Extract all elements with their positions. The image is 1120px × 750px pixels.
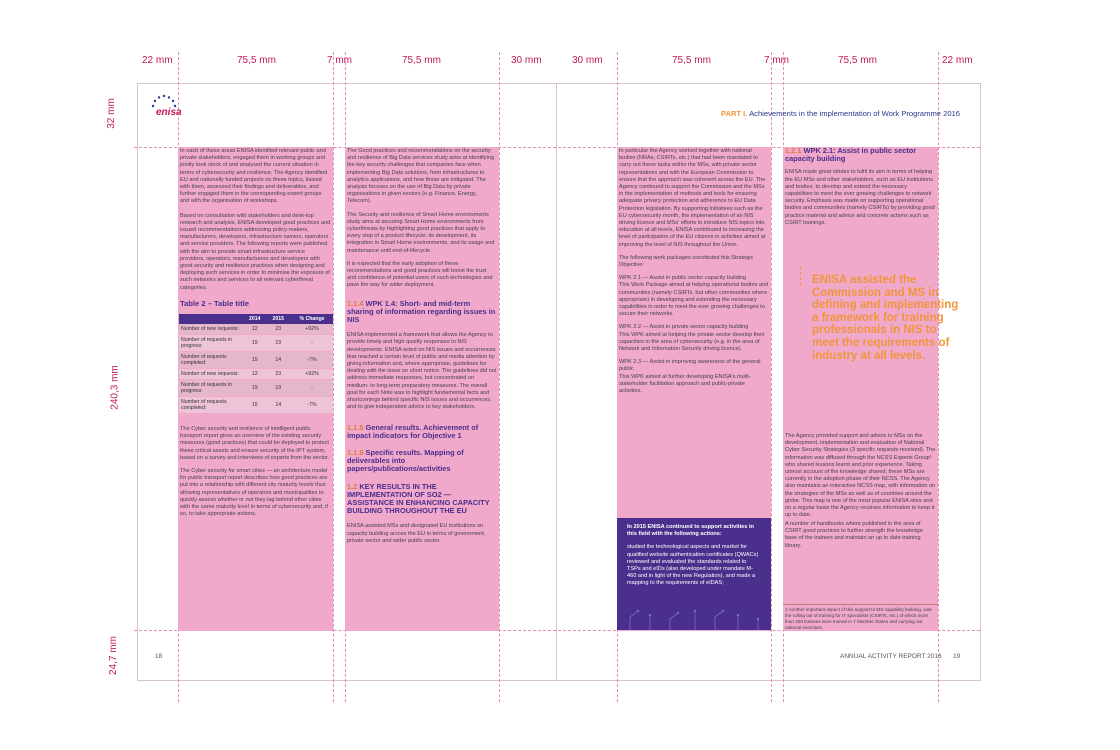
circuit-decoration	[620, 605, 770, 630]
col2-heading-4	[345, 483, 499, 516]
col2-para3: It is expected that the early adoption of these recommendations and good practices will boost the trust and confidence of potential users of such technologies and pave the way for wider deployment.	[347, 260, 493, 289]
table-cell: Number of new requests:	[179, 369, 243, 380]
table-row	[179, 335, 333, 352]
table-cell: Number of new requests:	[179, 324, 243, 335]
col2-heading-3	[345, 449, 499, 474]
table-cell: 15	[243, 352, 267, 369]
dim-top-8: 7 mm	[764, 55, 789, 66]
col3-para1: In particular the Agency worked together with national bodies (NRAs, CSIRTs, etc.) that had been mandated to carry out these tasks within the MSs, with private sector representatives and with the European Commission to ensure that the approach was coherent across the EU. The Agency continued to support the Commission and the MSs in the implementation of methods and tools for ensuring adequate privacy protection and adherence to EU Data Protection legislation. By supporting initiatives such as the EU cybersecurity month, the implementation of an NIS driving licence and MSs' efforts to introduce NIS topics into education at all levels, ENISA contributed to increasing the level of participation of the EU citizens in activities aimed at improving the level of NIS throughout the Union.	[619, 148, 766, 248]
table-cell: 19	[243, 380, 267, 397]
table-row	[179, 369, 333, 380]
heading-number: 1.1.5	[347, 422, 364, 432]
table-cell: -	[290, 380, 333, 397]
table-cell: 12	[243, 324, 267, 335]
table-cell: +92%	[290, 369, 333, 380]
table-cell: Number of requests in progress:	[179, 380, 243, 397]
heading-text: WPK 2.1: Assist in public sector capacity building	[785, 147, 917, 164]
table-row	[179, 352, 333, 369]
dim-top-4: 75,5 mm	[402, 55, 441, 66]
heading-text: General results. Achievement of impact indicators for Objective 1	[347, 422, 479, 440]
col2-para1: The Good practices and recommendations on the security and resilience of Big Data services study aims at identifying the key security challenges that companies face when implementing Big Data solutions, from infrastructures to analytics applications, and how those are mitigated. The analysis focuses on the use of Big Data by private organisations in given sectors (e.g. Finance, Energy, Telecom).	[347, 148, 495, 205]
pull-quote: ENISA assisted the Commission and MS in defining and implementing a framework for training professionals in NIS to meet the requirements of industry at all levels.	[812, 274, 959, 362]
table-cell: 19	[267, 380, 291, 397]
dim-top-2: 75,5 mm	[237, 55, 276, 66]
table-title: Table 2 – Table title	[180, 298, 249, 308]
table-header-cell	[179, 314, 243, 324]
table-cell: 12	[243, 369, 267, 380]
col2-para5: ENISA assisted MSs and designated EU institutions on capacity building across the EU in terms of government, private sector and wider public sector.	[347, 523, 486, 544]
col2-para2: The Security and resilience of Smart Home environments study aims at securing Smart Home environments from cyberthreats by highlighting good practices that apply to every step of a product lifecycle: its development, its integration in Smart Home environments, and its usage and maintenance until end-of-lifecycle.	[347, 211, 495, 254]
dim-left-3: 24,7 mm	[107, 636, 119, 675]
heading-number: 1.1.6	[347, 447, 364, 457]
header-title: Achievements in the implementation of Work Programme 2016	[749, 109, 960, 118]
table-header-cell: % Change	[290, 314, 333, 324]
column-4	[783, 147, 938, 235]
table-header-row	[179, 314, 333, 324]
left-page-number: 18	[155, 653, 163, 660]
table-cell: 19	[243, 335, 267, 352]
table-cell: +92%	[290, 324, 333, 335]
heading-text: KEY RESULTS IN THE IMPLEMENTATION OF SO2 — ASSISTANCE IN ENHANCING CAPACITY BUILDING THROUGHOUT THE EU	[347, 481, 490, 516]
enisa-logo-text: enisa	[156, 107, 182, 118]
dim-top-6: 30 mm	[572, 55, 603, 66]
table-cell: -7%	[290, 352, 333, 369]
dim-top-3: 7 mm	[327, 55, 352, 66]
enisa-logo	[145, 92, 187, 124]
header-part: PART I.	[720, 109, 748, 118]
table-cell: Number of requests completed:	[179, 397, 243, 414]
table-row	[179, 397, 333, 414]
col3-wpk3: WPK 2.3 — Assist in improving awareness of the general public This WPK aimed at further developing ENISA's multi-stakeholder facilitation approach and public-private activities.	[619, 359, 761, 395]
footnote: 1 Another important aspect of this support to MS capability building, was the rolling out of training for IT specialists (CSIRTs, etc.) of which more than 200 trainees were trained in 7 Member States and carrying out national exercises.	[783, 604, 938, 631]
col1-para4: The Cyber security for smart cities — an architecture model for public transport report describes how good practices are put into a relationship with different city maturity levels thus allowing representatives of operators and municipalities to quickly assess whether or not they lag behind other cities with the same maturity level in terms of cybersecurity and, if so, to take appropriate actions.	[180, 468, 328, 518]
table-cell: 14	[267, 397, 291, 414]
col3-para2: The following work packages constituted this Strategic Objective:	[619, 254, 754, 269]
heading-number: 1.2	[347, 481, 358, 491]
dim-left-2: 240,3 mm	[109, 365, 121, 410]
data-table	[179, 314, 333, 414]
col3-wpk2: WPK 2.2 — Assist in private sector capacity building This WPK aimed at helping the private sector develop their capacities in the area of cybersecurity (e.g. in the area of Network and Information Security driving licence).	[619, 324, 765, 353]
table-cell: Number of requests completed:	[179, 352, 243, 369]
col3-wpk1: WPK 2.1 — Assist in public sector capacity building This Work Package aimed at helping operational bodies and communities (namely CSIRTs, but other communities where appropriate) in developing and extending the necessary capabilities in order to meet the ever growing challenges to secure their networks.	[619, 275, 769, 318]
info-box-text: studied the technological aspects and market for qualified website authentication certificates (QWACs) reviewed and evaluated the standards related to TSPs and eIDs (also developed under mandate M-460 and in light of the new Regulation), and made a mapping to the requirements of eIDAS;	[627, 544, 759, 587]
guide-line	[771, 52, 772, 702]
table-cell: -	[290, 335, 333, 352]
info-box-title: In 2015 ENISA continued to support activities in this field with the following actions:	[627, 524, 754, 538]
heading-text: WPK 1.4: Short- and mid-term sharing of information regarding issues in NIS	[347, 298, 496, 325]
running-header	[720, 109, 960, 118]
column-1	[178, 147, 333, 631]
col2-heading-2	[345, 424, 499, 440]
col1-para3: The Cyber security and resilience of intelligent public transport report gives an overview of the existing security measures (good practices) that could be deployed to protect these critical assets and ensure security of the IPT system, based on a survey and interviews of experts from the sector.	[180, 426, 330, 461]
guide-line	[499, 52, 500, 702]
heading-text: Specific results. Mapping of deliverables into papers/publications/activities	[347, 447, 464, 474]
quote-bar	[800, 266, 802, 286]
table-cell: 15	[243, 397, 267, 414]
dim-top-10: 22 mm	[942, 55, 973, 66]
guide-line	[938, 52, 939, 702]
right-page-number: 19	[953, 653, 961, 660]
col1-para2: Based on consultation with stakeholders and desk-top research and analysis, ENISA developed good practices and issued recommendations addressing policy-makers, manufacturers, developers, infrastructure owners, operators and service providers. The following reports were published with the aim to provide smart infrastructure service providers, operators, manufacturers and developers with good security and resilience practices when designing and deploying such services in order to minimise the exposure of such networks and services to all relevant cyberthreat categories.	[180, 212, 331, 291]
table-header-cell: 2014	[243, 314, 267, 324]
col2-heading-1	[345, 300, 499, 325]
col4-para2: The Agency provided support and advice to MSs on the development, implementation and evaluation of National Cyber Security Strategies (3 specific requests received). The information was diffused through the NCSS Experts Group¹ who shared lessons learnt and prior experience. Taking utmost account of the knowledge shared, these MSs are currently in the adoption phase of their NCSS. The Agency also maintains an interactive NCSS map, with information on the strategies of the MSs as well as of countries around the globe. This map is one of the most popular ENISA sites and on a regular basis the Agency receives information to keep it up to date.	[785, 433, 936, 519]
table-cell: Number of requests in progress:	[179, 335, 243, 352]
heading-number: 1.2.1	[785, 147, 802, 155]
heading-number: 1.1.4	[347, 298, 364, 308]
guide-line	[333, 52, 334, 702]
col2-para4: ENISA implemented a framework that allows the Agency to provide timely and high quality responses to NIS developments. ENISA acted on NIS issues and occurrences that reached a certain level of public and media attention by giving information and, where appropriate, guidelines for dealing with the issue on short notice. The guidelines did not address immediate responses, but concentrated on medium- to long-term preparatory measures. The overall goal for each Note was to highlight fundamental facts and shortcomings behind specific NIS issues and occurrences, and to give independent advice to key stakeholders.	[347, 332, 497, 411]
col1-para1: In each of these areas ENISA identified relevant public and private stakeholders, engaged them in working groups and jointly took stock of and analysed the current situation in terms of cybersecurity and resilience. The Agency identified EU and nationally funded projects on these topics, liaised with them, assessed their findings and deliverables, and further engaged them in the corresponding expert groups and with the organisation of workshops.	[180, 148, 328, 205]
col4-heading-1	[783, 147, 938, 163]
dim-top-5: 30 mm	[511, 55, 542, 66]
table-cell: -7%	[290, 397, 333, 414]
table-cell: 14	[267, 352, 291, 369]
column-2	[345, 147, 499, 631]
footer-report-title: ANNUAL ACTIVITY REPORT 2016	[840, 653, 942, 660]
table-row	[179, 324, 333, 335]
table-header-cell: 2015	[267, 314, 291, 324]
col4-para3: A number of handbooks where published in the area of CSIRT good practices to further strength the knowledge base of the trainers and maintain an up to date training library.	[785, 521, 923, 549]
dim-left-1: 32 mm	[105, 98, 117, 129]
col4-para1: ENISA made great strides to fulfil its aim in terms of helping the EU MSs and other stakeholders, such as EU institutions and bodies, to develop and extend the necessary capabilities to meet the ever growing challenges to network security. Emphasis was made on supporting operational bodies and communities (namely CSIRTs) by providing good practice material and advice and concrete actions such as CSIRT trainings.	[785, 169, 935, 226]
dim-top-1: 22 mm	[142, 55, 173, 66]
table-cell: 23	[267, 324, 291, 335]
table-cell: 23	[267, 369, 291, 380]
dim-top-9: 75,5 mm	[838, 55, 877, 66]
dim-top-7: 75,5 mm	[672, 55, 711, 66]
table-cell: 19	[267, 335, 291, 352]
table-row	[179, 380, 333, 397]
